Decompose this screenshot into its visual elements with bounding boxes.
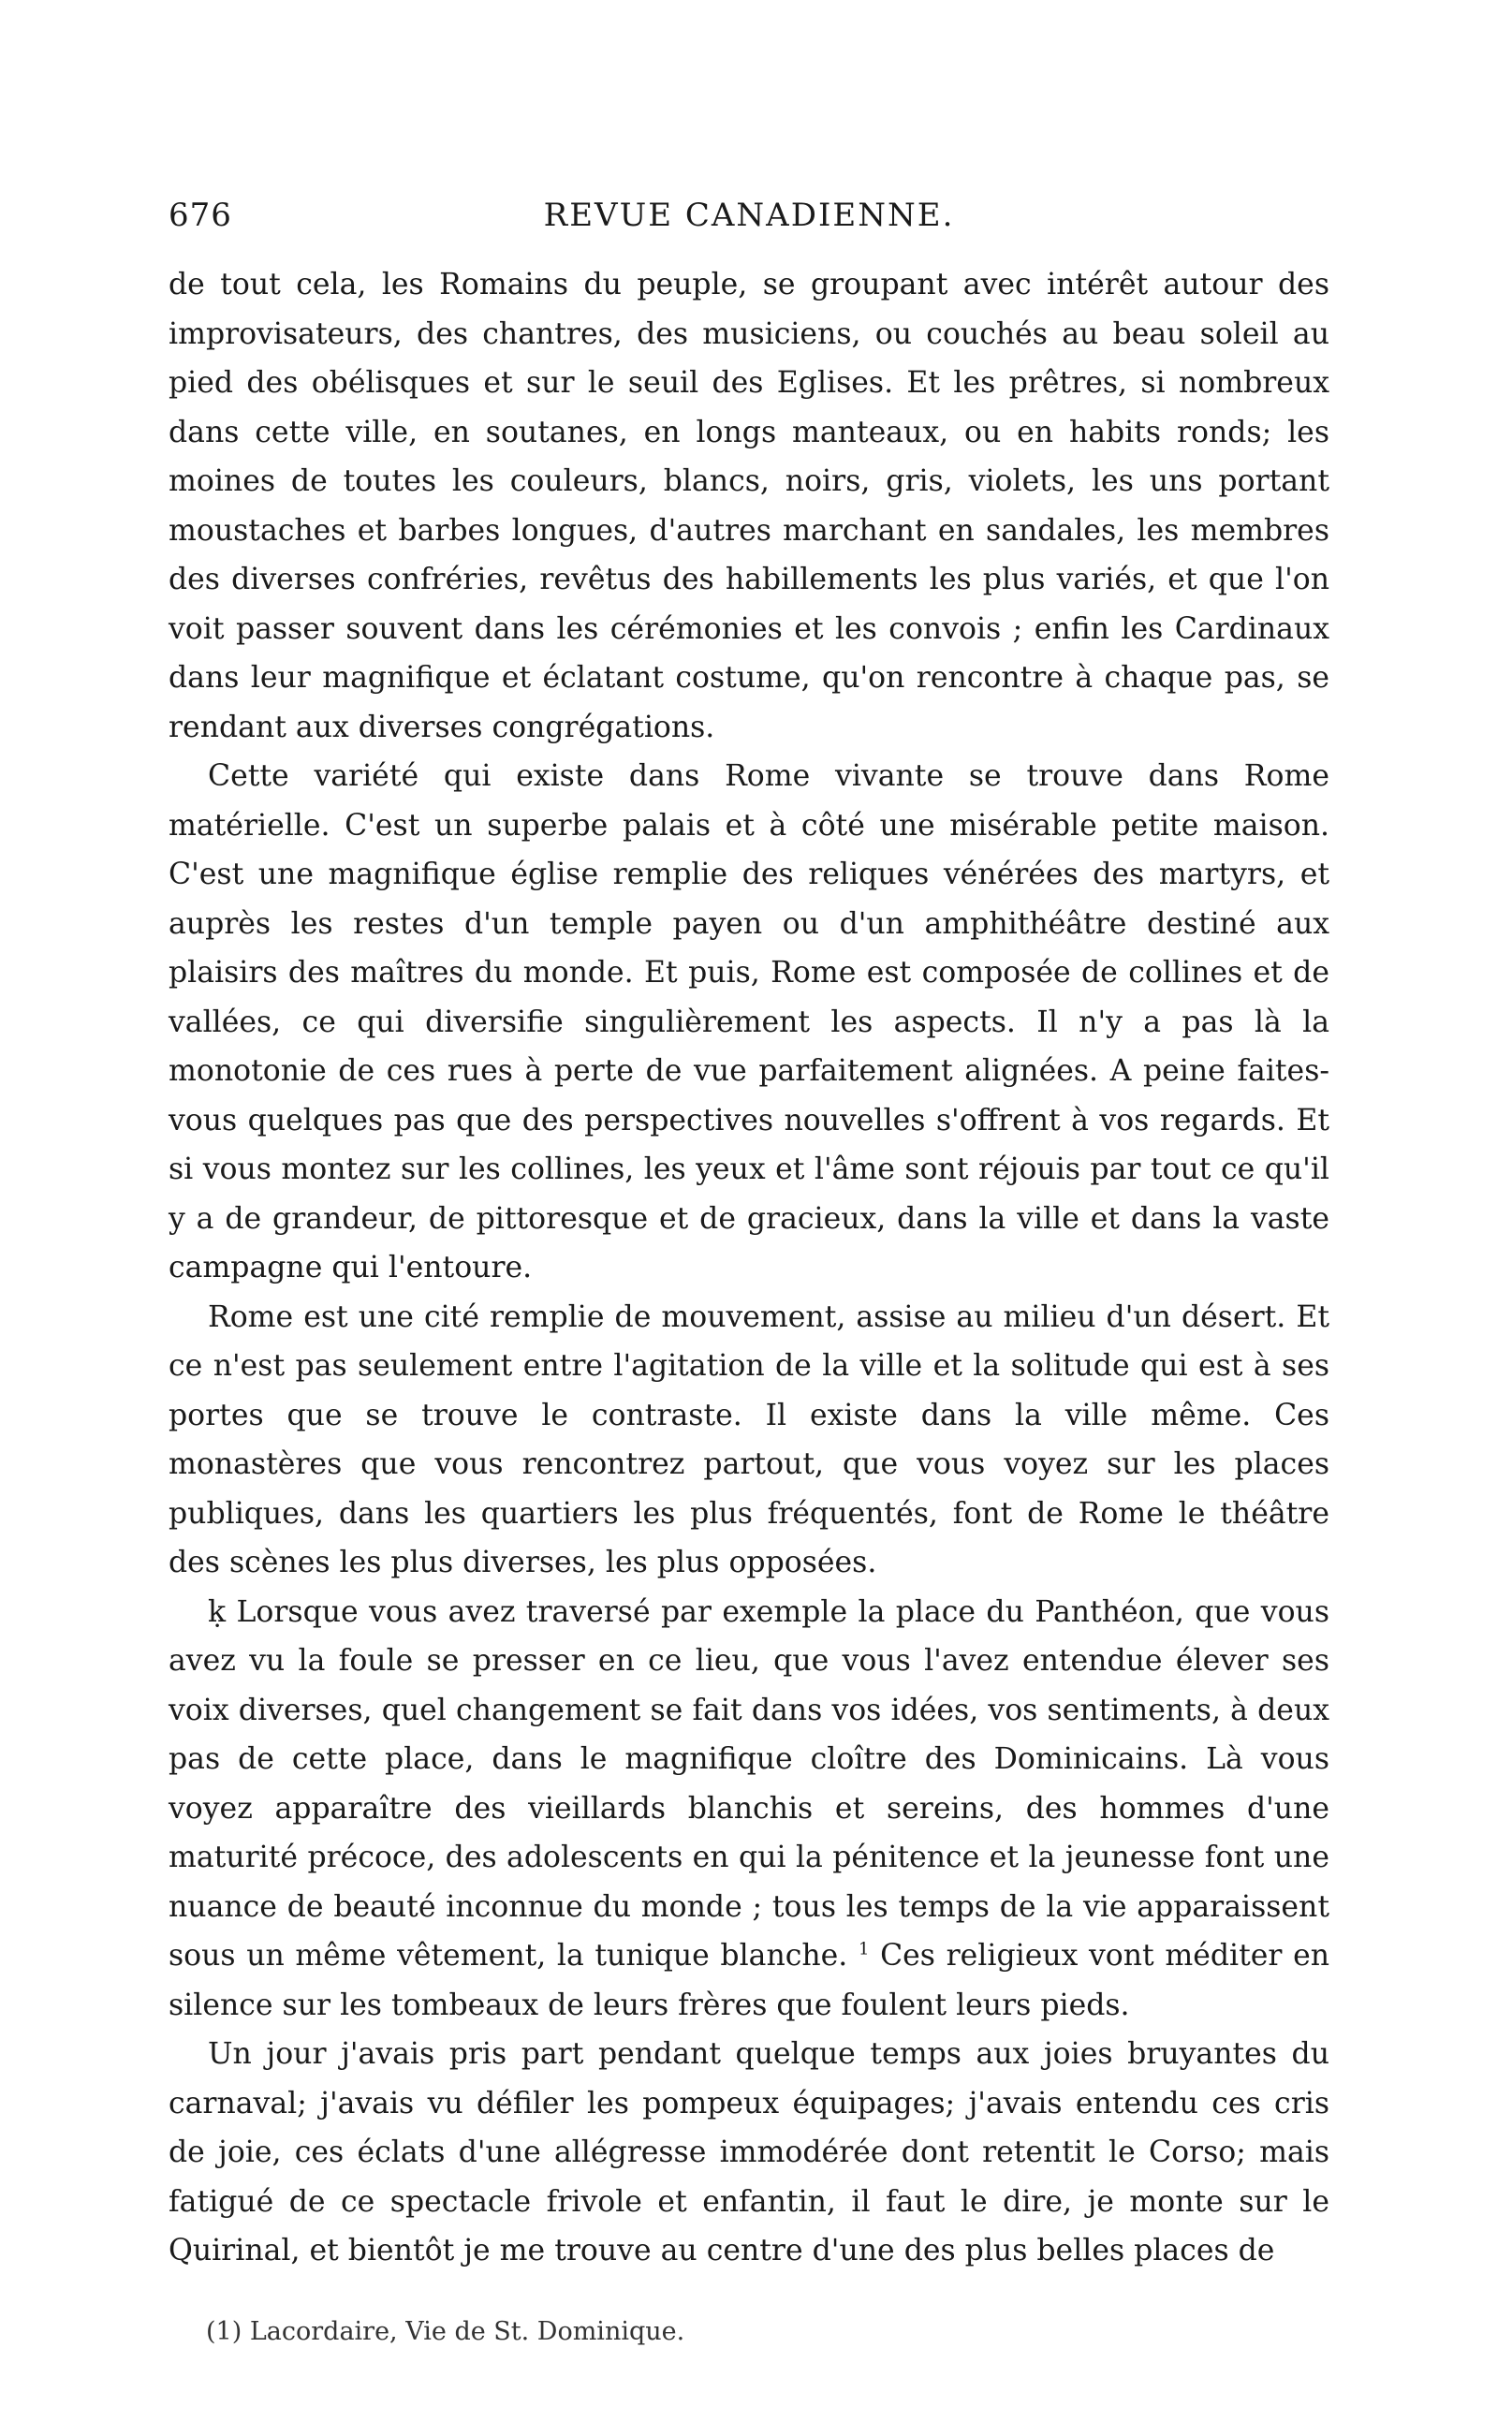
footnote-marker: (1)	[206, 2316, 242, 2346]
body-text	[169, 260, 1329, 2276]
footnote-text: Lacordaire, Vie de St. Dominique.	[249, 2316, 685, 2346]
page-number: 676	[169, 197, 232, 234]
paragraph-4-continuation: Ces religieux vont méditer en silence sur les tombeaux de leurs frères que foulent leurs pieds.	[169, 1939, 1330, 2022]
paragraph-4-text: Lorsque vous avez traversé par exemple la place du Panthéon, que vous avez vu la foule se presser en ce lieu, que vous l'avez entendue élever ses voix diverses, quel changement se fait dans vos idées, vos sentiments, à deux pas de cette place, dans le magnifique cloître des Dominicains. Là vous voyez apparaître des vieillards blanchis et sereins, des hommes d'une maturité précoce, des adolescents en qui la pénitence et la jeunesse font une nuance de beauté inconnue du monde ; tous les temps de la vie apparaissent sous un même vêtement, la tunique blanche.	[169, 1594, 1329, 1973]
footnote-reference: 1	[858, 1939, 870, 1959]
journal-title: REVUE CANADIENNE.	[543, 197, 955, 234]
paragraph-5: Un jour j'avais pris part pendant quelque temps aux joies bruyantes du carnaval; j'avais vu défiler les pompeux équipages; j'avais entendu ces cris de joie, ces éclats d'une allégresse immodérée dont retentit le Corso; mais fatigué de ce spectacle frivole et enfantin, il faut le dire, je monte sur le Quirinal, et bientôt je me trouve au centre d'une des plus belles places de	[169, 2037, 1329, 2267]
paragraph-2: Cette variété qui existe dans Rome vivante se trouve dans Rome matérielle. C'est un superbe palais et à côté une misérable petite maison. C'est une magnifique église remplie des reliques vénérées des martyrs, et auprès les restes d'un temple payen ou d'un amphithéâtre destiné aux plaisirs des maîtres du monde. Et puis, Rome est composée de collines et de vallées, ce qui diversifie singulièrement les aspects. Il n'y a pas là la monotonie de ces rues à perte de vue parfaitement alignées. A peine faites-vous quelques pas que des perspectives nouvelles s'offrent à vos regards. Et si vous montez sur les collines, les yeux et l'âme sont réjouis par tout ce qu'il y a de grandeur, de pittoresque et de gracieux, dans la ville et dans la vaste campagne qui l'entoure.	[169, 759, 1329, 1284]
running-head	[169, 197, 1329, 253]
paragraph-4-mark: ḳ	[208, 1594, 227, 1629]
book-page	[169, 197, 1329, 2351]
footnote	[169, 2313, 1329, 2351]
paragraph-4	[169, 1588, 1329, 2031]
paragraph-1: de tout cela, les Romains du peuple, se groupant avec intérêt autour des improvisateurs, des chantres, des musiciens, ou couchés au beau soleil au pied des obélisques et sur le seuil des Eglises. Et les prêtres, si nombreux dans cette ville, en soutanes, en longs manteaux, ou en habits ronds; les moines de toutes les couleurs, blancs, noirs, gris, violets, les uns portant moustaches et barbes longues, d'autres marchant en sandales, les membres des diverses confréries, revêtus des habillements les plus variés, et que l'on voit passer souvent dans les cérémonies et les convois ; enfin les Cardinaux dans leur magnifique et éclatant costume, qu'on rencontre à chaque pas, se rendant aux diverses congrégations.	[169, 268, 1329, 744]
footnote-spacer	[169, 2276, 1329, 2313]
paragraph-3: Rome est une cité remplie de mouvement, assise au milieu d'un désert. Et ce n'est pas seulement entre l'agitation de la ville et la solitude qui est à ses portes que se trouve le contraste. Il existe dans la ville même. Ces monastères que vous rencontrez partout, que vous voyez sur les places publiques, dans les quartiers les plus fréquentés, font de Rome le théâtre des scènes les plus diverses, les plus opposées.	[169, 1299, 1329, 1579]
